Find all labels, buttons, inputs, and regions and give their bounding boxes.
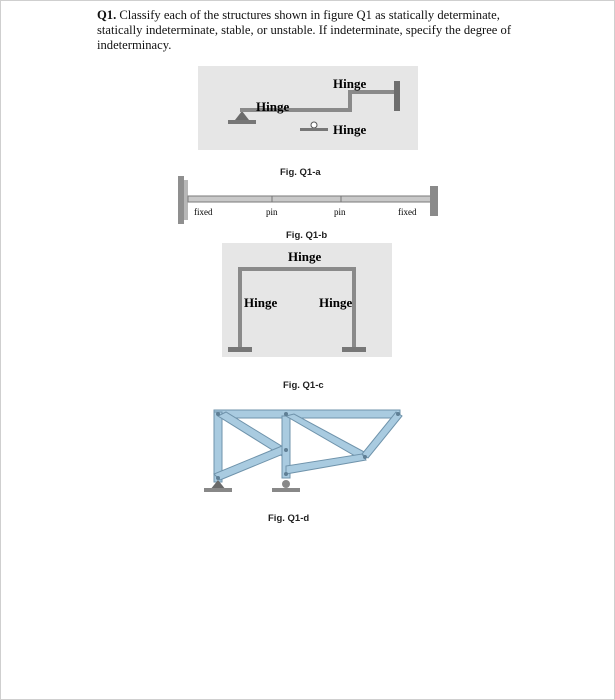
fixed-wall [394,81,400,111]
fixed-label: fixed [398,207,417,217]
hinge-label: Hinge [256,99,290,114]
ground [300,128,328,131]
fixed-wall [184,180,188,220]
hinge-label: Hinge [244,295,278,310]
top-chord [214,410,400,418]
roller-support [282,480,290,488]
ground [204,488,232,492]
hinge-label: Hinge [288,249,322,264]
fixed-wall [178,176,184,224]
figure-q1-c [222,243,392,357]
question-body: Classify each of the structures shown in figure Q1 as statically determinate, statically indeterminate, stable, or unstable. If indeterminate, specify the degree of indeterminacy. [97,8,512,52]
column [348,92,352,112]
fixed-label: fixed [194,207,213,217]
joint [396,412,400,416]
figure-q1-a [198,66,418,150]
figure-d-caption: Fig. Q1-d [268,513,310,524]
hinge-circle [311,122,317,128]
diagonal [286,414,368,460]
fixed-base [342,347,366,352]
joint [363,455,367,459]
hinge-label: Hinge [333,76,367,91]
column [352,269,356,349]
ground [272,488,300,492]
hinge-label: Hinge [333,122,367,137]
fixed-base [228,347,252,352]
fixed-wall [430,186,438,216]
joint [216,412,220,416]
beam [238,267,356,271]
joint [284,472,288,476]
beam [314,108,350,112]
figure-c-caption: Fig. Q1-c [283,380,324,391]
joint [284,448,288,452]
column [238,269,242,349]
question-number: Q1. [97,8,117,22]
pin-label: pin [266,207,278,217]
question-text [97,8,517,53]
joint [284,412,288,416]
joint [216,476,220,480]
figure-b-caption: Fig. Q1-b [286,230,328,241]
figure-q1-b [176,176,438,226]
diagonal [286,454,366,474]
pin-label: pin [334,207,346,217]
ground [228,120,256,124]
truss-members [214,410,402,482]
diagonal [214,446,288,480]
figure-q1-d [200,402,410,494]
figure-a-caption: Fig. Q1-a [280,167,321,178]
hinge-label: Hinge [319,295,353,310]
beam [188,196,432,202]
diagonal [362,412,402,458]
